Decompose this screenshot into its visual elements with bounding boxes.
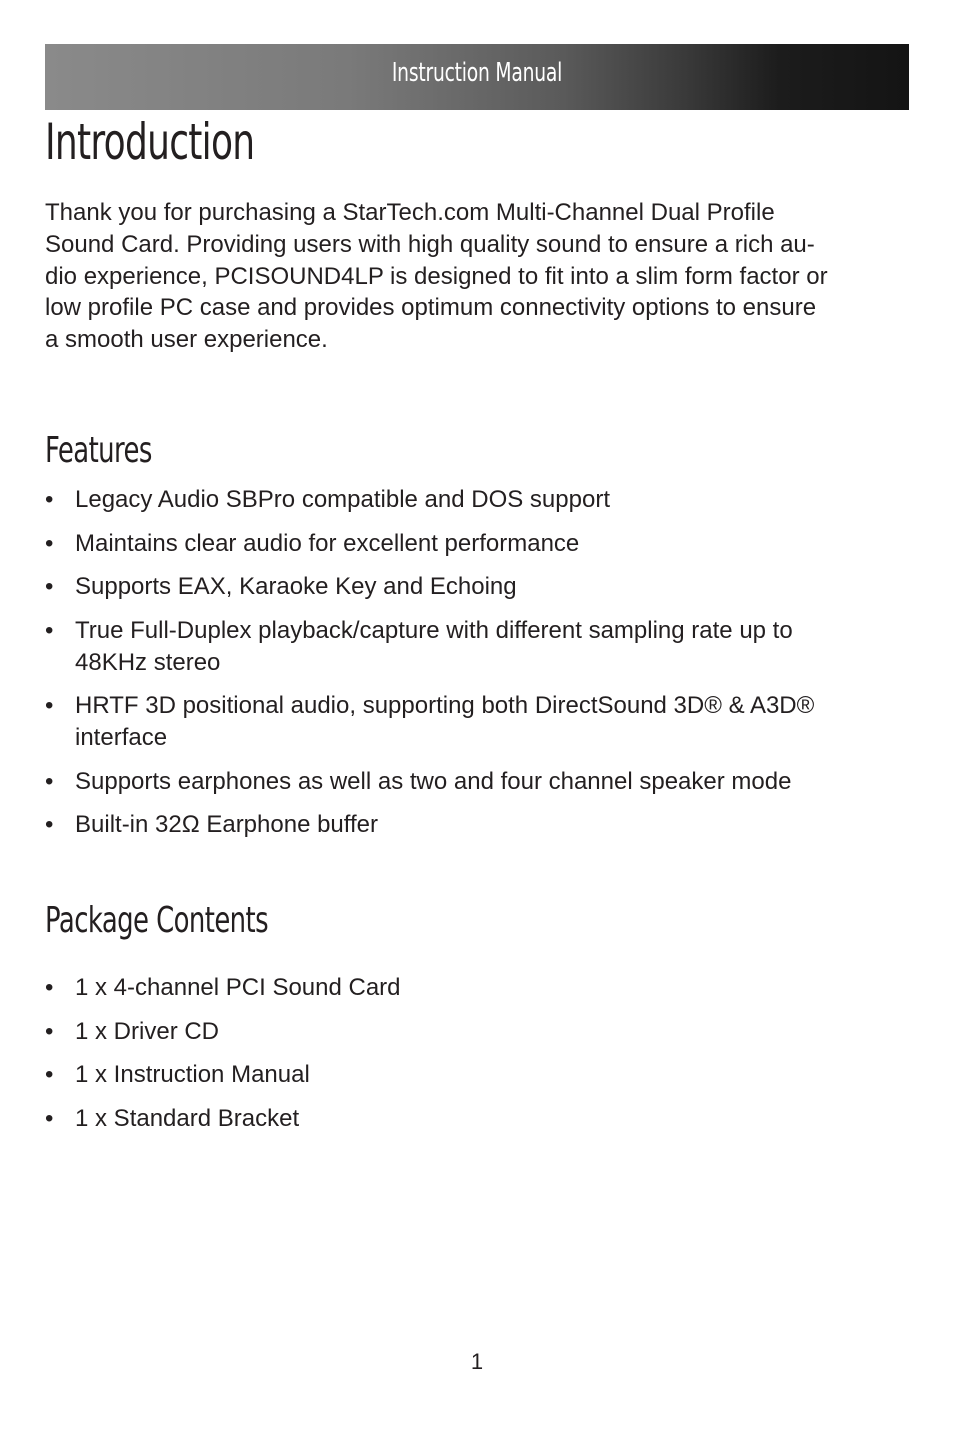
bullet-icon: • — [45, 616, 54, 644]
bullet-icon: • — [45, 692, 54, 720]
list-item-text: Supports earphones as well as two and four channel speaker mode — [75, 767, 792, 795]
bullet-icon: • — [45, 486, 54, 513]
package-item — [45, 1016, 905, 1048]
package-item — [45, 1103, 905, 1135]
feature-item — [45, 766, 905, 798]
bullet-icon: • — [45, 1017, 54, 1045]
list-item-text: 1 x 4-channel PCI Sound Card — [75, 974, 401, 1001]
list-item-text: Maintains clear audio for excellent performance — [75, 529, 580, 557]
package-contents-list — [45, 972, 905, 1146]
feature-item — [45, 484, 905, 516]
feature-item — [45, 615, 905, 679]
feature-item — [45, 690, 905, 754]
list-item-text: Supports EAX, Karaoke Key and Echoing — [75, 573, 517, 601]
paragraph-line: low profile PC case and provides optimum connectivity options to ensure — [45, 294, 817, 322]
package-item — [45, 972, 905, 1004]
paragraph-line: a smooth user experience. — [45, 326, 328, 354]
header-bar — [45, 44, 909, 110]
bullet-icon: • — [45, 811, 54, 839]
list-item-text: 48KHz stereo — [75, 648, 221, 676]
bullet-icon: • — [45, 1104, 54, 1132]
paragraph-line: Thank you for purchasing a StarTech.com Multi-Channel Dual Profile — [45, 199, 775, 226]
package-contents-heading: Package Contents — [45, 900, 269, 941]
paragraph-line: dio experience, PCISOUND4LP is designed to fit into a slim form factor or — [45, 262, 828, 290]
list-item-text: 1 x Instruction Manual — [75, 1061, 310, 1089]
bullet-icon: • — [45, 529, 54, 557]
introduction-paragraph — [45, 197, 915, 356]
list-item-text: interface — [75, 723, 168, 751]
features-list — [45, 484, 905, 853]
list-item-text: Built-in 32Ω Earphone buffer — [75, 811, 379, 839]
feature-item — [45, 809, 905, 841]
bullet-icon: • — [45, 1061, 54, 1089]
feature-item — [45, 528, 905, 560]
header-title: Instruction Manual — [391, 58, 563, 88]
list-item-text: 1 x Driver CD — [75, 1017, 220, 1045]
package-item — [45, 1059, 905, 1091]
paragraph-line: Sound Card. Providing users with high quality sound to ensure a rich au- — [45, 230, 815, 258]
list-item-text: HRTF 3D positional audio, supporting both DirectSound 3D® & A3D® — [75, 692, 815, 720]
bullet-icon: • — [45, 974, 54, 1001]
list-item-text: Legacy Audio SBPro compatible and DOS support — [75, 486, 610, 513]
list-item-text: 1 x Standard Bracket — [75, 1104, 300, 1132]
list-item-text: True Full-Duplex playback/capture with different sampling rate up to — [75, 616, 793, 644]
bullet-icon: • — [45, 573, 54, 601]
introduction-heading: Introduction — [45, 113, 255, 171]
page-number: 1 — [470, 1349, 484, 1374]
bullet-icon: • — [45, 767, 54, 795]
features-heading: Features — [45, 430, 152, 471]
feature-item — [45, 571, 905, 603]
